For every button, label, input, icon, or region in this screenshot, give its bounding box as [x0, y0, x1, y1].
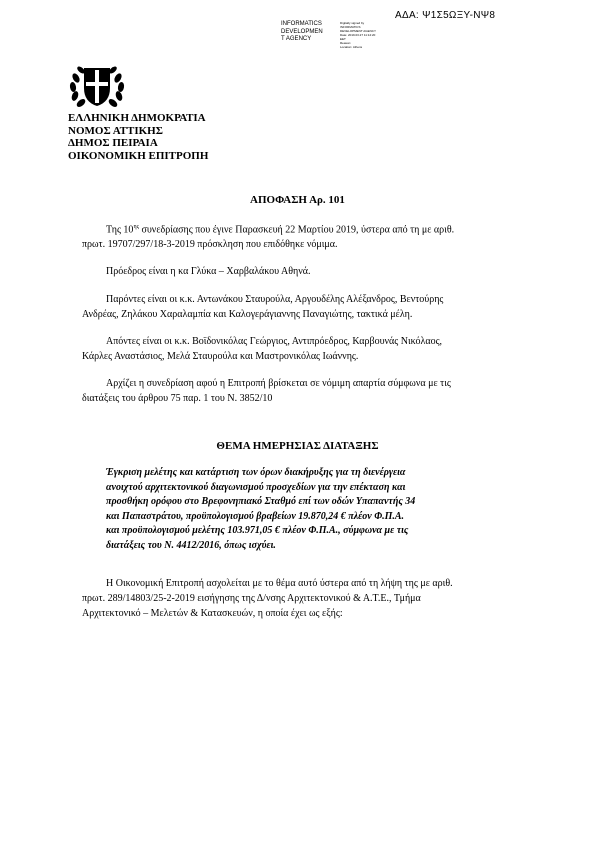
paragraph-absent	[82, 334, 528, 364]
paragraph-quorum	[82, 376, 528, 406]
ada-code: ΑΔΑ: Ψ1Σ5ΩΞΥ-ΝΨ8	[395, 10, 496, 21]
topic-line1: Έγκριση μελέτης και κατάρτιση των όρων διακήρυξης για τη διενέργεια	[106, 467, 406, 478]
topic-line5: και προϋπολογισμού μελέτης 103.971,05 € πλέον Φ.Π.Α., σύμφωνα με τις	[106, 525, 409, 536]
sig-detail-4: Date: 2019.03.27 11:12:20	[340, 33, 376, 37]
sig-detail-7: Location: Athens	[340, 45, 363, 49]
sig-detail-1: Digitally signed by	[340, 21, 365, 25]
quorum-line1: Αρχίζει η συνεδρίαση αφού η Επιτροπή βρίσκεται σε νόμιμη απαρτία σύμφωνα με τις	[106, 378, 451, 389]
agenda-title: ΘΕΜΑ ΗΜΕΡΗΣΙΑΣ ΔΙΑΤΑΞΗΣ	[216, 440, 379, 452]
signature-agency	[281, 21, 323, 44]
header-committee: ΟΙΚΟΝΟΜΙΚΗ ΕΠΙΤΡΟΠΗ	[68, 149, 209, 162]
agency-line-3: T AGENCY	[281, 36, 312, 42]
greek-emblem-icon	[68, 60, 126, 110]
sig-detail-6: Reason:	[340, 41, 352, 45]
session-superscript: ης	[133, 224, 139, 230]
agenda-topic	[106, 466, 528, 553]
proposal-line3: Αρχιτεκτονικό – Μελετών & Κατασκευών, η οποία έχει ως εξής:	[82, 608, 343, 619]
proposal-line1: Η Οικονομική Επιτροπή ασχολείται με το θέμα αυτό ύστερα από τη λήψη της με αριθ.	[106, 578, 453, 589]
topic-line4: και Παπαστράτου, προϋπολογισμού βραβείων 19.870,24 € πλέον Φ.Π.Α.	[106, 510, 405, 522]
quorum-line2: διατάξεις του άρθρου 75 παρ. 1 του Ν. 3852/10	[82, 393, 273, 404]
sig-detail-5: EET	[340, 37, 346, 41]
paragraph-session	[82, 220, 528, 252]
header-prefecture: ΝΟΜΟΣ ΑΤΤΙΚΗΣ	[68, 124, 163, 137]
session-text-post: συνεδρίασης που έγινε Παρασκευή 22 Μαρτίου 2019, ύστερα από τη με αριθ.	[138, 224, 455, 236]
header-municipality: ΔΗΜΟΣ ΠΕΙΡΑΙΑ	[68, 137, 158, 149]
agency-line-1: INFORMATICS	[281, 21, 322, 27]
digital-signature-details	[340, 21, 400, 49]
topic-line2: ανοιχτού αρχιτεκτονικού διαγωνισμού προσχεδίων για την επέκταση και	[106, 481, 406, 493]
sig-detail-3: DEVELOPMENT AGENCY	[340, 29, 376, 33]
present-line2: Ανδρέας, Ζηλάκου Χαραλαμπία και Καλογεράγιαννης Παναγιώτης, τακτικά μέλη.	[82, 309, 413, 320]
paragraph-present	[82, 292, 528, 322]
agency-line-2: DEVELOPMEN	[281, 28, 323, 35]
paragraph-proposal	[82, 576, 528, 621]
header-republic: ΕΛΛΗΝΙΚΗ ΔΗΜΟΚΡΑΤΙΑ	[68, 112, 206, 124]
absent-line2: Κάρλες Αναστάσιος, Μελά Σταυρούλα και Μαστρονικόλας Ιωάννης.	[82, 351, 359, 362]
present-line1: Παρόντες είναι οι κ.κ. Αντωνάκου Σταυρούλα, Αργουδέλης Αλέξανδρος, Βεντούρης	[106, 294, 444, 305]
session-text-pre: Της 10	[106, 224, 134, 236]
proposal-line2: πρωτ. 289/14803/25-2-2019 εισήγησης της Δ/νσης Αρχιτεκτονικού & Α.Τ.Ε., Τμήμα	[82, 593, 421, 604]
topic-line3: προσθήκη ορόφου στο Βρεφονηπιακό Σταθμό επί των οδών Υπαπαντής 34	[106, 496, 416, 507]
absent-line1: Απόντες είναι οι κ.κ. Βοϊδονικόλας Γεώργιος, Αντιπρόεδρος, Καρβουνάς Νικόλαος,	[106, 336, 443, 347]
topic-line6: διατάξεις του Ν. 4412/2016, όπως ισχύει.	[106, 539, 276, 551]
document-header	[68, 112, 208, 162]
decision-title: ΑΠΟΦΑΣΗ Αρ. 101	[250, 194, 345, 206]
sig-detail-2: INFORMATICS	[340, 25, 361, 29]
session-text-line2: πρωτ. 19707/297/18-3-2019 πρόσκληση που επιδόθηκε νόμιμα.	[82, 239, 338, 251]
paragraph-president: Πρόεδρος είναι η κα Γλύκα – Χαρβαλάκου Αθηνά.	[106, 266, 311, 277]
